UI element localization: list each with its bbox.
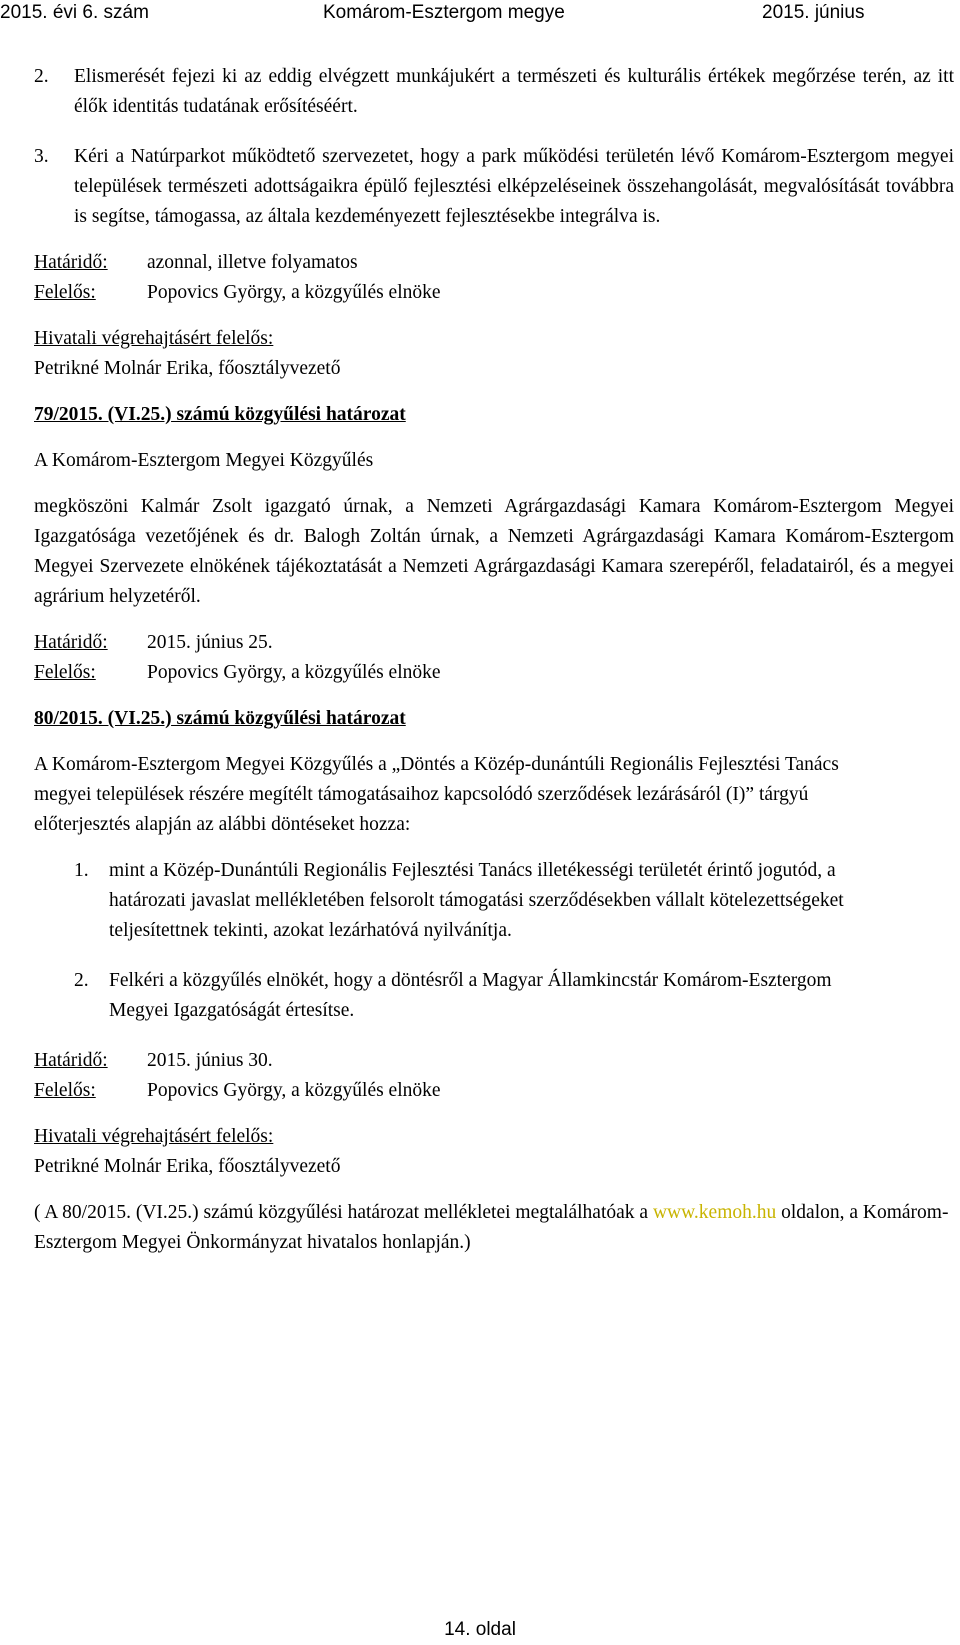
annex-note <box>34 1198 954 1258</box>
office-responsible-value: Petrikné Molnár Erika, főosztályvezető <box>34 1156 341 1177</box>
deadline-value: 2015. június 25. <box>147 632 273 653</box>
deadline-label: Határidő: <box>34 252 108 273</box>
resolution-title-text: számú közgyűlési határozat <box>171 708 406 729</box>
county-name: Komárom-Esztergom megye <box>323 2 565 23</box>
item-text: Felkéri a közgyűlés elnökét, hogy a döntésről a Magyar Államkincstár Komárom-Esztergom Megyei Igazgatóságát értesítse. <box>109 970 832 1021</box>
deadline-row <box>34 628 954 658</box>
deadline-row <box>34 1046 954 1076</box>
deadline-value: 2015. június 30. <box>147 1050 273 1071</box>
issue-number: 2015. évi 6. szám <box>0 2 149 23</box>
resolution-title <box>34 704 954 734</box>
deadline-row <box>34 248 954 278</box>
responsible-row <box>34 278 954 308</box>
responsible-label: Felelős: <box>34 282 96 303</box>
list-item <box>34 966 954 1026</box>
responsible-row <box>34 658 954 688</box>
resolution-title <box>34 400 954 430</box>
deadline-label: Határidő: <box>34 632 108 653</box>
document-body <box>34 62 954 1258</box>
responsible-row <box>34 1076 954 1106</box>
item-text: Elismerését fejezi ki az eddig elvégzett munkájukért a természeti és kulturális értékek megőrzése terén, az itt élők identitás tudatának erősítéséért. <box>74 66 954 117</box>
office-responsible-label: Hivatali végrehajtásért felelős: <box>34 1126 274 1147</box>
deadline-value: azonnal, illetve folyamatos <box>147 252 358 273</box>
responsible-value: Popovics György, a közgyűlés elnöke <box>147 1080 441 1101</box>
item-number: 1. <box>74 860 89 881</box>
resolution-number: 79/2015. (VI.25.) <box>34 404 172 425</box>
item-text: Kéri a Natúrparkot működtető szervezetet, hogy a park működési területén lévő Komárom-Esztergom megyei települések természeti adottságaikra épülő fejlesztési elképzeléseinek összehangolását, megvalósítását továbbra is segítse, támogassa, az általa kezdeményezett fejlesztésekbe integrálva is. <box>74 146 954 227</box>
office-responsible-label: Hivatali végrehajtásért felelős: <box>34 328 274 349</box>
resolution-body: megköszöni Kalmár Zsolt igazgató úrnak, a Nemzeti Agrárgazdasági Kamara Komárom-Esztergom Megyei Igazgatósága vezetőjének és dr. Balogh Zoltán úrnak, a Nemzeti Agrárgazdasági Kamara Komárom-Esztergom Megyei Szervezete elnökének tájékoztatását a Nemzeti Agrárgazdasági Kamara szerepéről, feladatairól, és a megyei agrárium helyzetéről. <box>34 496 954 607</box>
issue-date: 2015. június <box>762 2 865 23</box>
resolution-intro: A Komárom-Esztergom Megyei Közgyűlés a „Döntés a Közép-dunántúli Regionális Fejlesztési Tanács megyei települések részére megítélt támogatásaihoz kapcsolódó szerződések lezárásáról (I)” tárgyú előterjesztés alapján az alábbi döntéseket hozza: <box>34 754 839 835</box>
responsible-value: Popovics György, a közgyűlés elnöke <box>147 662 441 683</box>
office-responsible-value: Petrikné Molnár Erika, főosztályvezető <box>34 358 341 379</box>
annex-note-text-end: oldalon, a Komárom-Esztergom Megyei Önkormányzat hivatalos honlapján.) <box>34 1202 949 1253</box>
list-item <box>34 62 954 122</box>
item-text: mint a Közép-Dunántúli Regionális Fejlesztési Tanács illetékességi területét érintő jogutód, a határozati javaslat mellékletében felsorolt támogatási szerződésekben vállalt kötelezettségeket teljesítettnek tekinti, azokat lezárhatóvá nyilvánítja. <box>109 860 844 941</box>
resolution-title-text: számú közgyűlési határozat <box>171 404 406 425</box>
deadline-label: Határidő: <box>34 1050 108 1071</box>
assembly-name: A Komárom-Esztergom Megyei Közgyűlés <box>34 450 374 471</box>
item-number: 2. <box>34 66 49 87</box>
responsible-value: Popovics György, a közgyűlés elnöke <box>147 282 441 303</box>
item-number: 3. <box>34 146 49 167</box>
annex-note-text: ( A 80/2015. (VI.25.) számú közgyűlési határozat mellékletei megtalálhatóak a <box>34 1202 653 1223</box>
item-number: 2. <box>74 970 89 991</box>
website-link[interactable]: www.kemoh.hu <box>652 1202 777 1223</box>
list-item <box>34 856 954 946</box>
resolution-number: 80/2015. (VI.25.) <box>34 708 172 729</box>
page-number: 14. oldal <box>444 1619 516 1640</box>
page-header <box>0 0 960 26</box>
responsible-label: Felelős: <box>34 1080 96 1101</box>
responsible-label: Felelős: <box>34 662 96 683</box>
list-item <box>34 142 954 232</box>
